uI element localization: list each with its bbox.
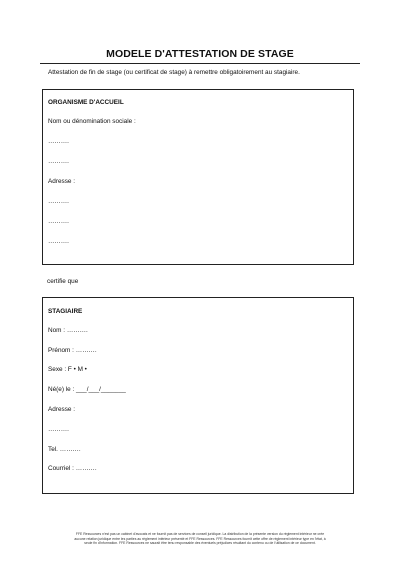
field-courriel: Courriel : ……….: [48, 465, 97, 472]
intro-text: Attestation de fin de stage (ou certificat de stage) à remettre obligatoirement au stagiaire.: [48, 69, 300, 76]
footer-line: seule fin d'information. FFE Ressources ne saurait être tenu responsable des éventuels préjudices résultant du contenu ou de l'utilisation de ce document.: [84, 541, 316, 546]
footer-line: FFE Ressources n'est pas un cabinet d'avocats et ne fournit pas de services de conseil juridique. La distribution de la présente version du règlement intérieur ne crée: [75, 532, 325, 536]
organisme-heading: ORGANISME D'ACCUEIL: [48, 99, 124, 106]
field-blank-line: ……….: [48, 218, 69, 225]
certifie-que-text: certifie que: [47, 278, 79, 285]
field-adresse: Adresse :: [48, 406, 75, 413]
field-date-naissance: Né(e) le : ___/___/_______: [48, 386, 126, 393]
organisme-accueil-box: [42, 89, 354, 265]
footer-disclaimer: [52, 532, 348, 546]
field-blank-line: ……….: [48, 138, 69, 145]
field-blank-line: ……….: [48, 158, 69, 165]
stagiaire-box: [42, 297, 354, 494]
stagiaire-heading: STAGIAIRE: [48, 308, 83, 315]
field-adresse: Adresse :: [48, 178, 75, 185]
field-telephone: Tel. ……….: [48, 446, 81, 453]
field-sexe: Sexe : F • M •: [48, 366, 87, 373]
page-title: MODELE D'ATTESTATION DE STAGE: [106, 48, 294, 60]
field-blank-line: ……….: [48, 426, 69, 433]
field-nom-denomination: Nom ou dénomination sociale :: [48, 118, 136, 125]
title-underline: [40, 63, 360, 64]
field-blank-line: ……….: [48, 198, 69, 205]
footer-line: aucune relation juridique entre les parties au règlement intérieur présenté et FFE Ressources. FFE Ressources fournit cette offre de règlement intérieur type en l'état, à: [74, 536, 326, 541]
field-blank-line: ……….: [48, 238, 69, 245]
field-nom: Nom : ……….: [48, 327, 88, 334]
field-prenom: Prénom : ……….: [48, 347, 97, 354]
